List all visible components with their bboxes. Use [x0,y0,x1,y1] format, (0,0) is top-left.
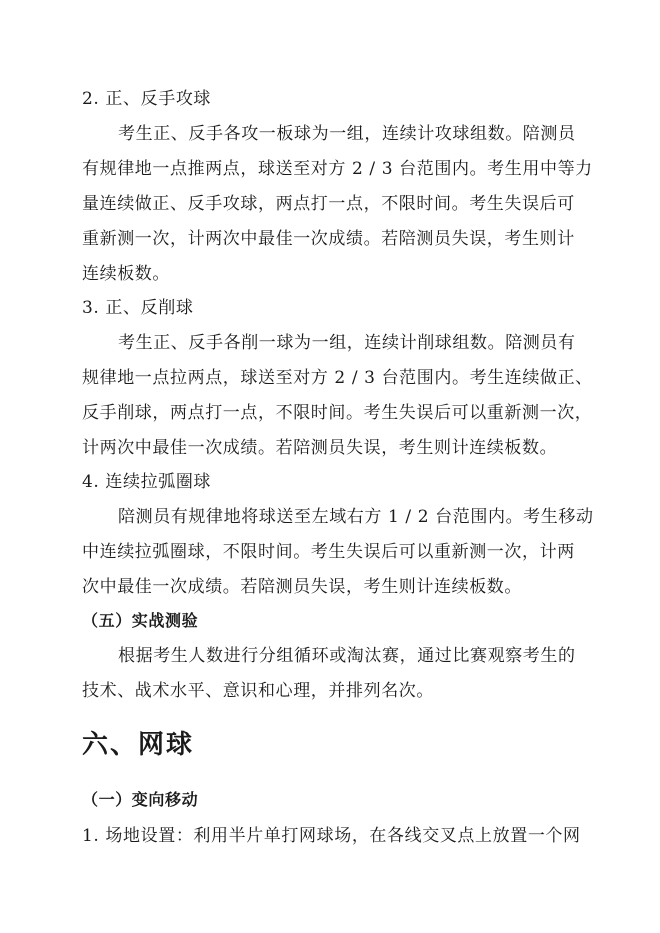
paragraph-line: 中连续拉弧圈球，不限时间。考生失误后可以重新测一次，计两 [82,542,575,562]
paragraph-line: 根据考生人数进行分组循环或淘汰赛，通过比赛观察考生的 [118,646,576,666]
paragraph-line: 考生正、反手各攻一板球为一组，连续计攻球组数。陪测员 [118,124,576,144]
paragraph-line: 反手削球，两点打一点，不限时间。考生失误后可以重新测一次， [82,403,593,423]
paragraph-line: 计两次中最佳一次成绩。若陪测员失误，考生则计连续板数。 [82,438,558,458]
paragraph-line: 有规律地一点推两点，球送至对方 2 / 3 台范围内。考生用中等力 [82,159,593,179]
paragraph-line: 1. 场地设置：利用半片单打网球场，在各线交叉点上放置一个网 [82,826,581,846]
paragraph-line: 重新测一次，计两次中最佳一次成绩。若陪测员失误，考生则计 [82,229,575,249]
section-heading: （一）变向移动 [82,790,199,809]
paragraph-line: 技术、战术水平、意识和心理，并排列名次。 [82,681,434,701]
paragraph-line: 量连续做正、反手攻球，两点打一点，不限时间。考生失误后可 [82,194,575,214]
paragraph-line: 次中最佳一次成绩。若陪测员失误，考生则计连续板数。 [82,577,522,597]
paragraph-line: 规律地一点拉两点，球送至对方 2 / 3 台范围内。考生连续做正、 [82,368,593,388]
paragraph-line: 连续板数。 [82,264,170,284]
item-heading: 2. 正、反手攻球 [82,89,212,109]
chapter-title: 六、网球 [82,730,195,760]
paragraph-line: 考生正、反手各削一球为一组，连续计削球组数。陪测员有 [118,333,576,353]
item-heading: 3. 正、反削球 [82,298,194,318]
item-heading: 4. 连续拉弧圈球 [82,472,212,492]
section-heading: （五）实战测验 [82,611,199,630]
paragraph-line: 陪测员有规律地将球送至左域右方 1 / 2 台范围内。考生移动 [118,507,594,527]
